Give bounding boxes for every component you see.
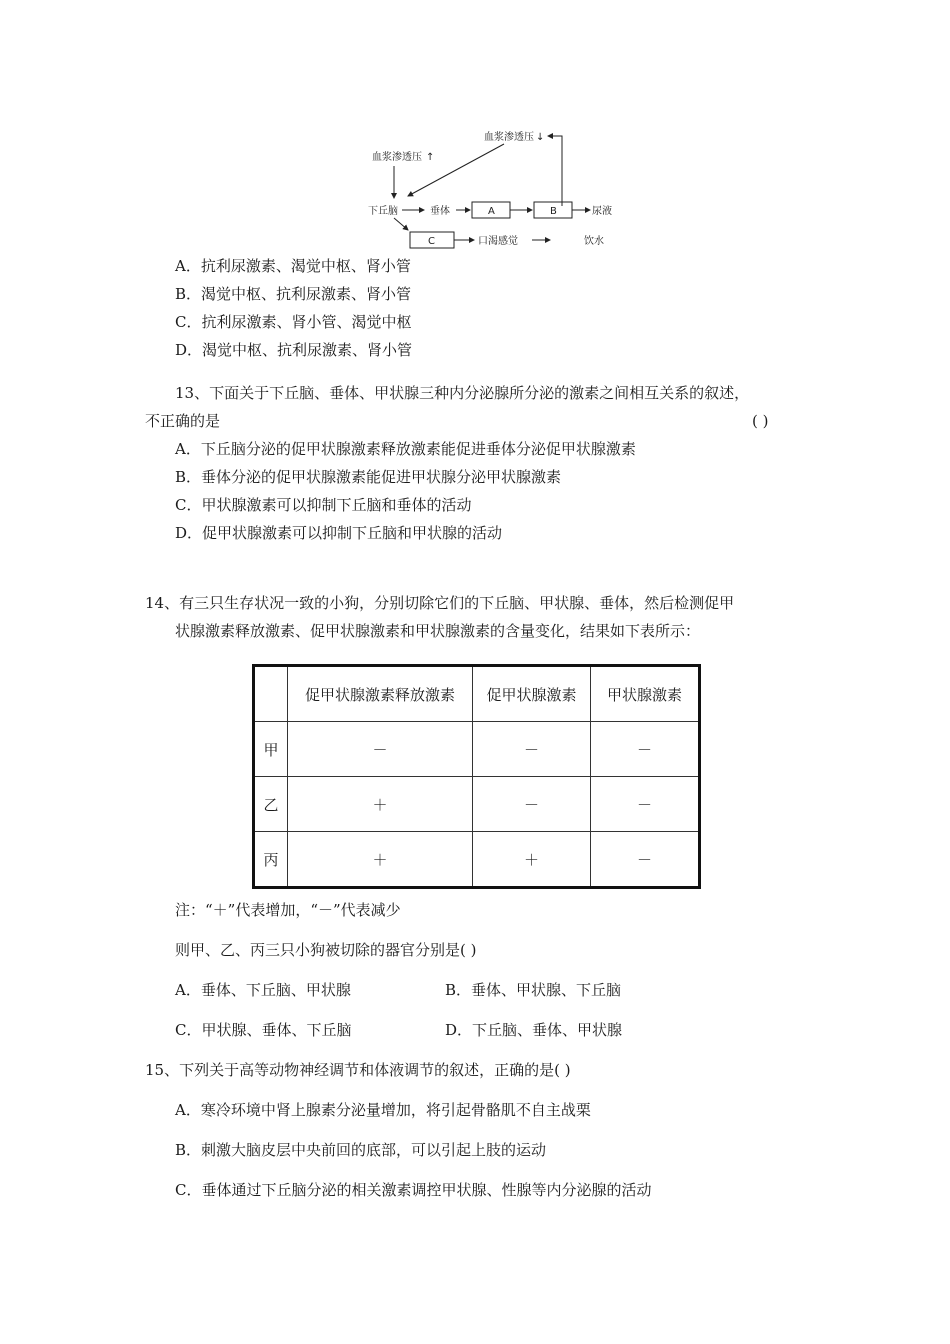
q14-option-d: D．下丘脑、垂体、甲状腺 — [445, 1021, 623, 1039]
q15-stem: 15、下列关于高等动物神经调节和体液调节的叙述，正确的是( ) — [145, 1061, 571, 1079]
diagram-box-c-label: C — [428, 236, 435, 247]
q15-option-b: B．刺激大脑皮层中央前回的底部，可以引起上肢的运动 — [175, 1141, 547, 1159]
q14-stem-line1: 14、有三只生存状况一致的小狗，分别切除它们的下丘脑、甲状腺、垂体，然后检测促甲 — [145, 594, 735, 612]
table-cell: 丙 — [254, 832, 288, 888]
table-cell: ＋ — [288, 832, 473, 888]
table-cell: － — [591, 777, 700, 832]
diagram-hypothalamus: 下丘脑 — [368, 206, 398, 217]
q13-answer-paren: ( ) — [752, 412, 769, 430]
table-header-row — [254, 666, 700, 722]
diagram-plasma-left: 血浆渗透压 — [372, 152, 422, 163]
q15-option-c: C．垂体通过下丘脑分泌的相关激素调控甲状腺、性腺等内分泌腺的活动 — [175, 1181, 652, 1199]
table-cell: － — [473, 777, 591, 832]
table-cell: － — [473, 722, 591, 777]
q13-stem-line2: 不正确的是 — [145, 412, 221, 430]
q14-option-a: A．垂体、下丘脑、甲状腺 — [175, 981, 351, 999]
q12-option-d: D．渴觉中枢、抗利尿激素、肾小管 — [175, 341, 413, 359]
table-cell: － — [288, 722, 473, 777]
q14-results-table — [252, 664, 701, 889]
q12-option-a: A．抗利尿激素、渴觉中枢、肾小管 — [175, 257, 411, 275]
table-cell: － — [591, 832, 700, 888]
table-cell: 乙 — [254, 777, 288, 832]
diagram-box-b-label: B — [550, 206, 557, 217]
q12-option-c: C．抗利尿激素、肾小管、渴觉中枢 — [175, 313, 412, 331]
table-cell: 甲 — [254, 722, 288, 777]
q13-option-d: D．促甲状腺激素可以抑制下丘脑和甲状腺的活动 — [175, 524, 503, 542]
table-cell: ＋ — [288, 777, 473, 832]
q14-option-c: C．甲状腺、垂体、下丘脑 — [175, 1021, 352, 1039]
q13-option-b: B．垂体分泌的促甲状腺激素能促进甲状腺分泌甲状腺激素 — [175, 468, 562, 486]
q14-stem-line2: 状腺激素释放激素、促甲状腺激素和甲状腺激素的含量变化，结果如下表所示： — [175, 622, 701, 640]
table-cell: － — [591, 722, 700, 777]
table-header-cell: 促甲状腺激素释放激素 — [288, 666, 473, 722]
diagram-plasma-top: 血浆渗透压 — [484, 132, 534, 143]
q15-option-a: A．寒冷环境中肾上腺素分泌量增加，将引起骨骼肌不自主战栗 — [175, 1101, 591, 1119]
table-header-cell — [254, 666, 288, 722]
diagram-urine: 尿液 — [592, 206, 612, 217]
water-balance-diagram — [360, 126, 620, 250]
diagram-drink: 饮水 — [584, 236, 604, 247]
diagram-arrow-down: ↓ — [536, 132, 545, 143]
q12-option-b: B．渴觉中枢、抗利尿激素、肾小管 — [175, 285, 412, 303]
diagram-arrow-up: ↑ — [426, 152, 435, 163]
q13-stem-line1: 13、下面关于下丘脑、垂体、甲状腺三种内分泌腺所分泌的激素之间相互关系的叙述， — [175, 384, 750, 402]
q13-option-c: C．甲状腺激素可以抑制下丘脑和垂体的活动 — [175, 496, 472, 514]
q14-question: 则甲、乙、丙三只小狗被切除的器官分别是( ) — [175, 941, 477, 959]
q13-option-a: A．下丘脑分泌的促甲状腺激素释放激素能促进垂体分泌促甲状腺激素 — [175, 440, 636, 458]
table-row — [254, 832, 700, 888]
q14-option-b: B．垂体、甲状腺、下丘脑 — [445, 981, 622, 999]
table-row — [254, 722, 700, 777]
diagram-box-a-label: A — [488, 206, 495, 217]
table-row — [254, 777, 700, 832]
diagram-thirst: 口渴感觉 — [478, 236, 518, 247]
table-header-cell: 甲状腺激素 — [591, 666, 700, 722]
q14-note: 注：“＋”代表增加，“－”代表减少 — [175, 901, 401, 919]
table-cell: ＋ — [473, 832, 591, 888]
table-header-cell: 促甲状腺激素 — [473, 666, 591, 722]
diagram-pituitary: 垂体 — [430, 206, 450, 217]
